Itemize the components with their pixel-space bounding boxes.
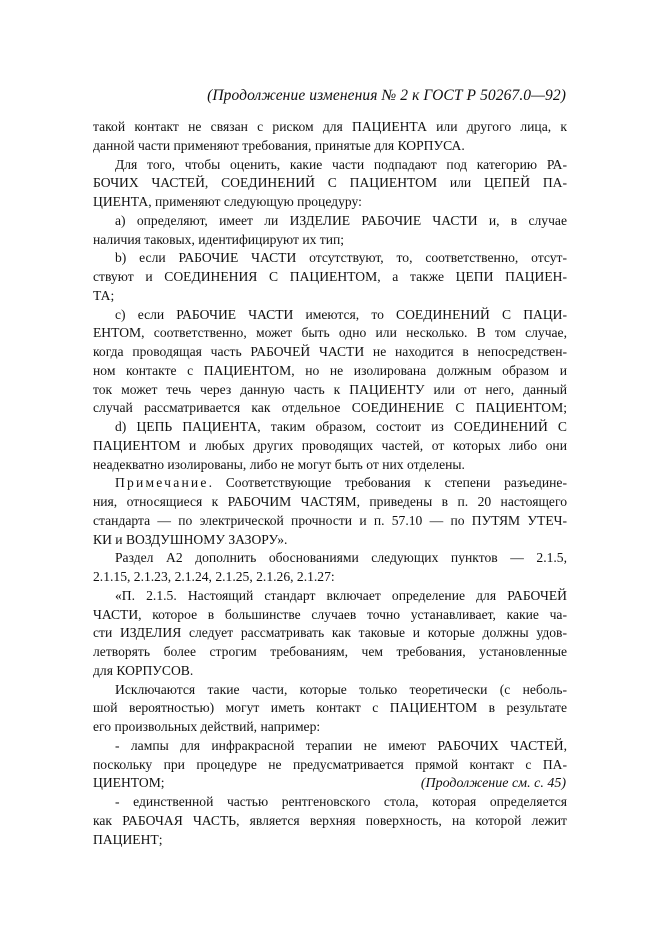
text-line: ном контакте с ПАЦИЕНТОМ, но не изолирована должным образом и: [93, 362, 567, 378]
text-line: такой контакт не связан с риском для ПАЦИЕНТА или другого лица, к: [93, 119, 567, 134]
text-line: для КОРПУСОВ.: [93, 662, 194, 678]
text-line: наличия таковых, идентифицируют их тип;: [93, 231, 345, 247]
text-line: шой вероятностью) могут иметь контакт с ПАЦИЕНТОМ в результате: [93, 700, 567, 716]
text-line: как РАБОЧАЯ ЧАСТЬ, является верхняя поверхность, на которой лежит: [93, 812, 567, 828]
text-line: поскольку при процедуре не предусматривается прямой контакт с ПА-: [93, 756, 567, 772]
note-label: Примечание: [115, 475, 209, 491]
text-line: стандарта — по электрической прочности и п. 57.10 — по ПУТЯМ УТЕЧ-: [93, 512, 567, 528]
text-line: данной части применяют требования, принятые для КОРПУСА.: [93, 137, 465, 153]
text-line: ПАЦИЕНТОМ и любых других проводящих частей, от которых либо они: [93, 437, 567, 453]
page-header: (Продолжение изменения № 2 к ГОСТ Р 50267.0—92): [207, 87, 566, 104]
text-line: случай рассматривается как отдельное СОЕДИНЕНИЕ С ПАЦИЕНТОМ;: [93, 400, 567, 416]
text-line: а) определяют, имеет ли ИЗДЕЛИЕ РАБОЧИЕ ЧАСТИ и, в случае: [115, 212, 567, 228]
text-line: когда проводящая часть РАБОЧЕЙ ЧАСТИ не находится в непосредствен-: [93, 344, 567, 359]
text-line: - лампы для инфракрасной терапии не имеют РАБОЧИХ ЧАСТЕЙ,: [115, 737, 567, 753]
text-line: ЕНТОМ, соответственно, может быть одно или несколько. В том случае,: [93, 325, 567, 341]
text-line: ЦИЕНТОМ;: [93, 775, 165, 791]
text-line: [93, 474, 567, 493]
body-text: [93, 118, 567, 849]
page-footer: (Продолжение см. с. 45): [420, 776, 566, 791]
text-line: сти ИЗДЕЛИЯ следует рассматривать как таковые и которые должны удов-: [93, 625, 567, 641]
text-line: «П. 2.1.5. Настоящий стандарт включает определение для РАБОЧЕЙ: [115, 587, 567, 603]
text-line: КИ и ВОЗДУШНОМУ ЗАЗОРУ».: [93, 531, 288, 547]
text-line: - единственной частью рентгеновского стола, которая определяется: [115, 794, 567, 809]
text-line: ток может течь через данную часть к ПАЦИЕНТУ или от него, данный: [93, 381, 567, 397]
text-line: ТА;: [93, 287, 115, 303]
text-line: c) если РАБОЧИЕ ЧАСТИ имеются, то СОЕДИНЕНИЙ С ПАЦИ-: [115, 306, 567, 322]
text-line: летворять более строгим требованиям, чем требования, установленные: [93, 644, 567, 659]
text-line: d) ЦЕПЬ ПАЦИЕНТА, таким образом, состоит из СОЕДИНЕНИЙ С: [115, 419, 567, 434]
note-text: . Соответствующие требования к степени разъедине-: [208, 475, 567, 491]
text-line: неадекватно изолированы, либо не могут быть от них отделены.: [93, 456, 465, 472]
text-line: ния, относящиеся к РАБОЧИМ ЧАСТЯМ, приведены в п. 20 настоящего: [93, 494, 567, 509]
text-line: ЧАСТИ, которое в большинстве случаев точно устанавливает, какие ча-: [93, 606, 567, 622]
text-line: Для того, чтобы оценить, какие части подпадают под категорию РА-: [115, 156, 567, 172]
text-line: b) если РАБОЧИЕ ЧАСТИ отсутствуют, то, соответственно, отсут-: [115, 250, 567, 266]
text-line: 2.1.15, 2.1.23, 2.1.24, 2.1.25, 2.1.26, 2.1.27:: [93, 569, 335, 584]
text-line: Раздел А2 дополнить обоснованиями следующих пунктов — 2.1.5,: [115, 550, 567, 566]
text-line: БОЧИХ ЧАСТЕЙ, СОЕДИНЕНИЙ С ПАЦИЕНТОМ или ЦЕПЕЙ ПА-: [93, 175, 567, 191]
text-line: ЦИЕНТА, применяют следующую процедуру:: [93, 194, 362, 209]
text-line: его произвольных действий, например:: [93, 719, 321, 734]
text-line: ствуют и СОЕДИНЕНИЯ С ПАЦИЕНТОМ, а также ЦЕПИ ПАЦИЕН-: [93, 269, 567, 284]
text-line: Исключаются такие части, которые только теоретически (с неболь-: [115, 681, 567, 697]
text-line: ПАЦИЕНТ;: [93, 831, 163, 847]
